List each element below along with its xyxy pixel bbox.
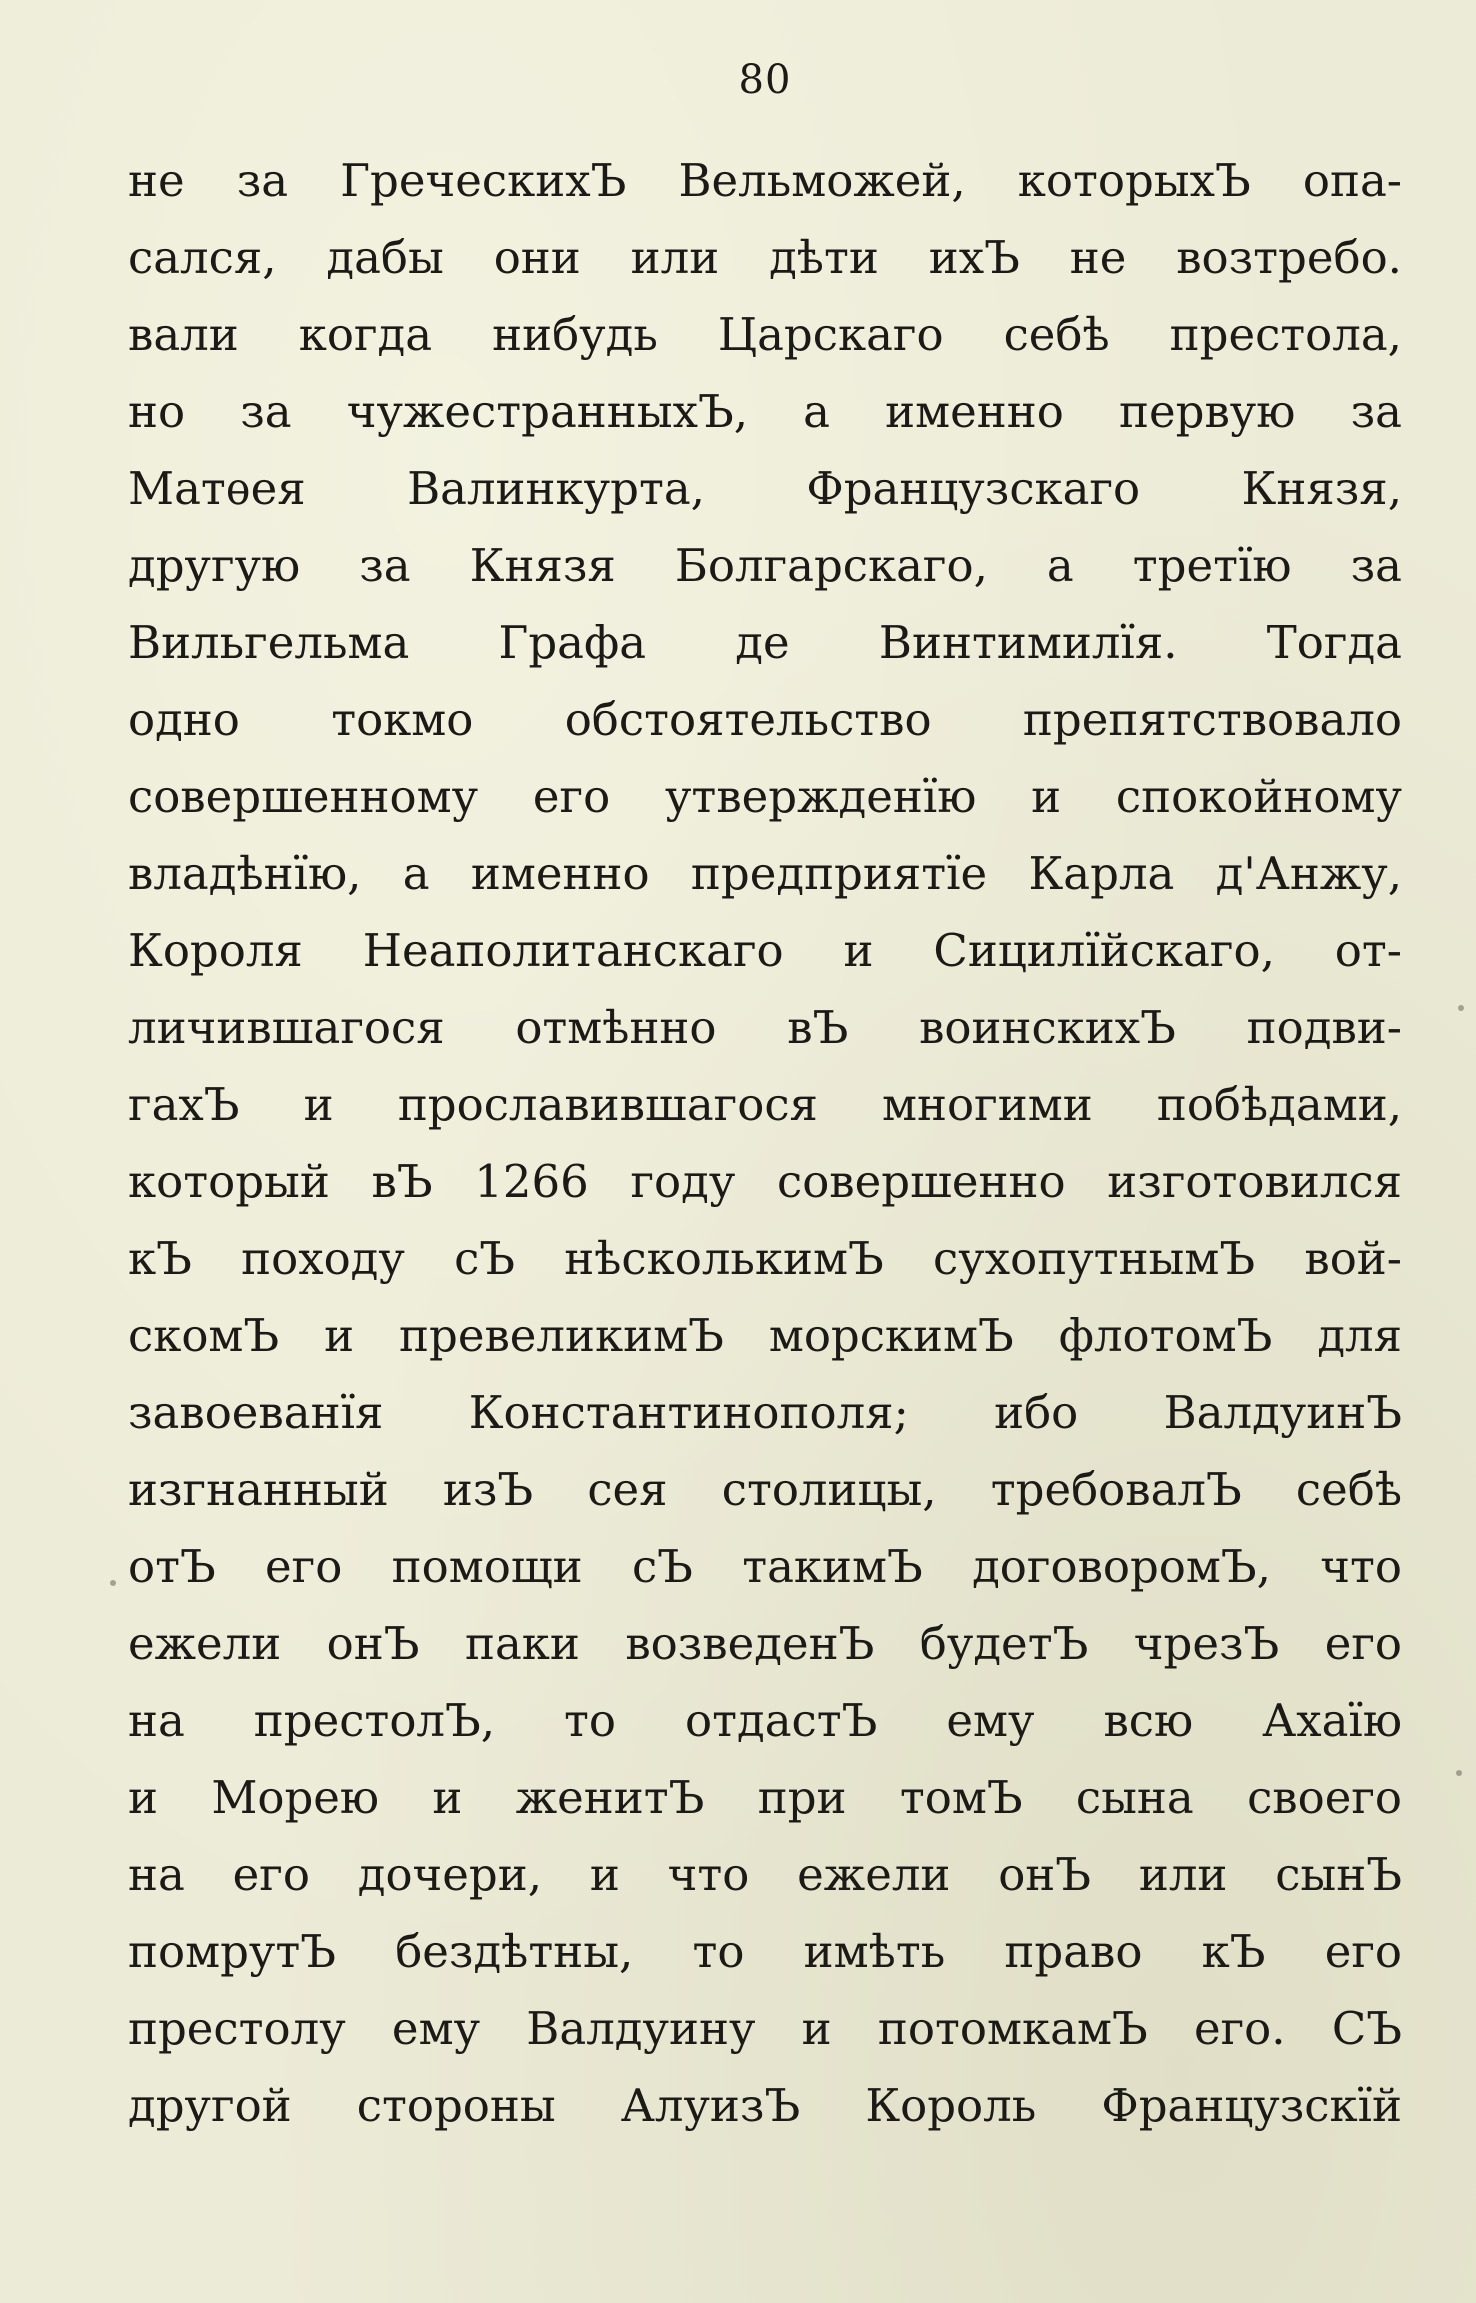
paper-speck [1458,1005,1464,1011]
text-line: и Морею и женитЪ при томЪ сына своего [128,1771,1402,1824]
text-line: владѣнїю, а именно предприятїе Карла д'Анжу, [128,847,1402,900]
text-line: Короля Неаполитанскаго и Сицилїйскаго, от- [128,924,1402,977]
text-line: кЪ походу сЪ нѣсколькимЪ сухопутнымЪ вой- [128,1232,1402,1285]
page-number: 80 [738,57,792,103]
text-line: Матѳея Валинкурта, Французскаго Князя, [128,462,1402,515]
text-line: на его дочери, и что ежели онЪ или сынЪ [128,1848,1402,1901]
text-line: изгнанный изЪ сея столицы, требовалЪ себѣ [128,1463,1402,1516]
text-line: сался, дабы они или дѣти ихЪ не возтребо. [128,231,1402,284]
text-line: помрутЪ бездѣтны, то имѣть право кЪ его [128,1925,1402,1978]
text-line: но за чужестранныхЪ, а именно первую за [128,385,1402,438]
text-line: Вильгельма Графа де Винтимилїя. Тогда [128,616,1402,669]
body-text [128,142,1402,2144]
paper-speck [110,1580,116,1586]
text-line: другую за Князя Болгарскаго, а третїю за [128,539,1402,592]
text-line: завоеванїя Константинополя; ибо ВалдуинЪ [128,1386,1402,1439]
text-line: гахЪ и прославившагося многими побѣдами, [128,1078,1402,1131]
text-line: скомЪ и превеликимЪ морскимЪ флотомЪ для [128,1309,1402,1362]
text-line: личившагося отмѣнно вЪ воинскихЪ подви- [128,1001,1402,1054]
text-line: вали когда нибудь Царскаго себѣ престола, [128,308,1402,361]
text-line: отЪ его помощи сЪ такимЪ договоромЪ, что [128,1540,1402,1593]
text-line: совершенному его утвержденїю и спокойному [128,770,1402,823]
paper-speck [1456,1770,1462,1776]
text-line: ежели онЪ паки возведенЪ будетЪ чрезЪ его [128,1617,1402,1670]
text-line: другой стороны АлуизЪ Король Французскїй [128,2079,1402,2132]
text-line: не за ГреческихЪ Вельможей, которыхЪ опа- [128,154,1402,207]
text-line: который вЪ 1266 году совершенно изготовился [128,1155,1402,1208]
text-line: одно токмо обстоятельство препятствовало [128,693,1402,746]
text-line: престолу ему Валдуину и потомкамЪ его. СЪ [128,2002,1402,2055]
text-line: на престолЪ, то отдастЪ ему всю Ахаїю [128,1694,1402,1747]
